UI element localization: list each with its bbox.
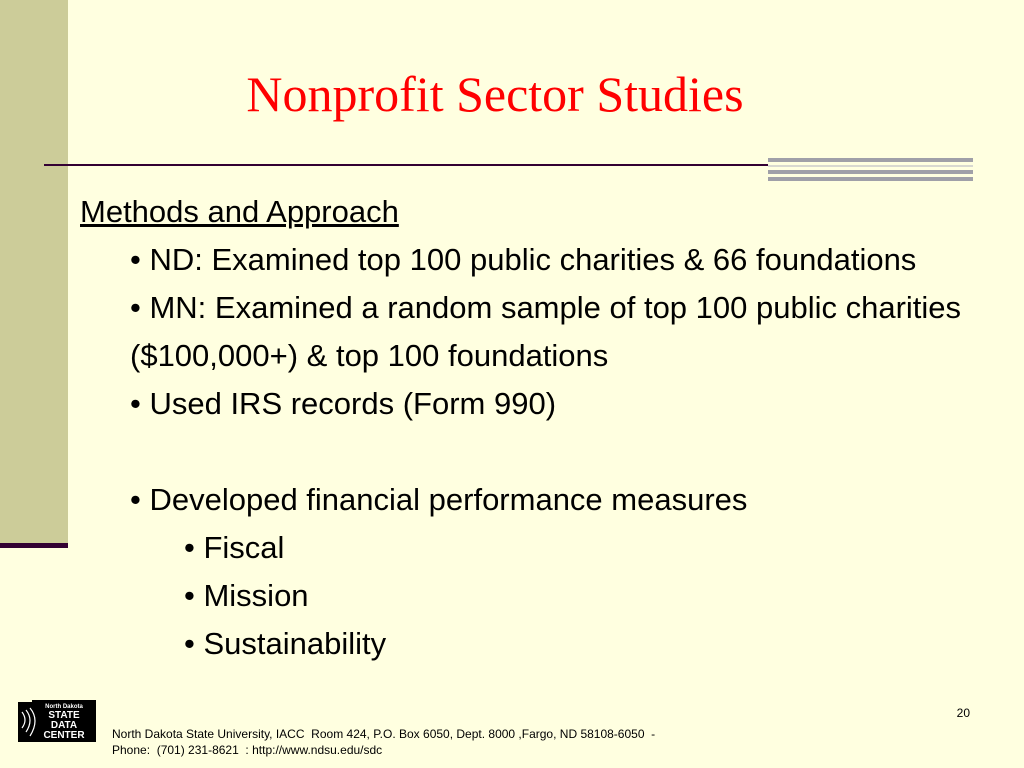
sub-bullet-item: • Fiscal xyxy=(184,530,285,565)
state-data-center-logo xyxy=(18,700,96,742)
bullet-item: • Developed financial performance measures xyxy=(130,482,748,517)
logo-text: STATE xyxy=(48,710,80,721)
bullet-item: • Used IRS records (Form 990) xyxy=(130,386,557,421)
slide-title: Nonprofit Sector Studies xyxy=(246,66,744,122)
footer-text xyxy=(112,726,812,758)
title-underline-rule xyxy=(44,164,768,166)
logo-text: CENTER xyxy=(43,730,85,741)
logo-text: DATA xyxy=(50,720,78,731)
bullet-item: • MN: Examined a random sample of top 100 public charities ($100,000+) & top 100 foundations xyxy=(130,290,962,373)
section-heading: Methods and Approach xyxy=(80,194,399,229)
spacer xyxy=(80,428,1020,476)
sub-bullet-item: • Sustainability xyxy=(184,626,387,661)
footer-line: Phone: (701) 231-8621 : http://www.ndsu.edu/sdc xyxy=(112,743,383,757)
bullet-item: • ND: Examined top 100 public charities & 66 foundations xyxy=(130,242,917,277)
decorative-grey-bars xyxy=(768,158,973,184)
footer-line: North Dakota State University, IACC Room 424, P.O. Box 6050, Dept. 8000 ,Fargo, ND 58108-6050 - xyxy=(112,727,656,741)
sidebar-accent-line xyxy=(0,543,68,548)
page-number: 20 xyxy=(956,706,970,720)
sub-bullet-item: • Mission xyxy=(184,578,309,613)
logo-text: North Dakota xyxy=(45,704,83,710)
slide-body xyxy=(80,188,1020,668)
